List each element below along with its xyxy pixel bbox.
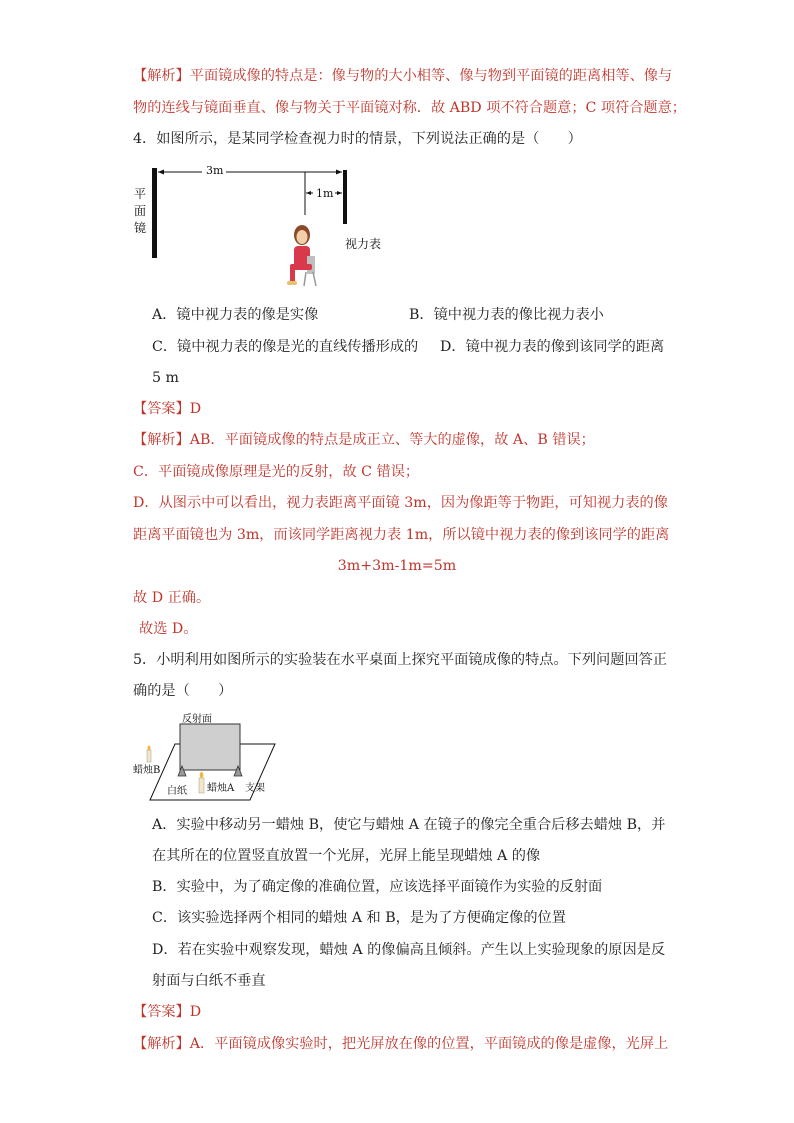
analysis-text: 平面镜成像的特点是：像与物的大小相等、像与物到平面镜的距离相等、像与 [189,68,673,84]
explanation-4-line-2: C．平面镜成像原理是光的反射，故 C 错误； [133,464,420,480]
explanation-4-line-5: 故 D 正确。 [133,590,211,606]
candle-b-label: 蜡烛B [133,765,161,776]
q5-option-d-2: 射面与白纸不垂直 [152,973,266,989]
candle-b [147,750,151,762]
explanation-4-line-1: 【解析】AB．平面镜成像的特点是成正立、等大的虚像，故 A、B 错误； [133,432,595,448]
figure-eye-test [130,160,400,295]
q5-option-d-1: D．若在实验中观察发现，蜡烛 A 的像偏高且倾斜。产生以上实验现象的原因是反 [152,942,666,958]
q5-option-b: B．实验中，为了确定像的准确位置，应该选择平面镜作为实验的反射面 [152,879,603,895]
chart-bar [343,170,347,224]
svg-text:面: 面 [134,204,147,218]
distance-1m-label: 1m [316,187,334,200]
figure-mirror-experiment [130,710,280,805]
analysis-line-1 [133,66,672,86]
explanation-4-line-4: 距离平面镜也为 3m，而该同学距离视力表 1m，所以镜中视力表的像到该同学的距离 [133,527,670,543]
q4-option-d-cont: 5 m [152,370,179,386]
question-4-stem: 4．如图所示，是某同学检查视力时的情景，下列说法正确的是（ ） [133,131,582,147]
q4-option-b: B．镜中视力表的像比视力表小 [409,307,604,323]
mirror-label: 平 [134,187,147,201]
answer-4: 【答案】D [133,401,202,417]
analysis-tag: 【解析】 [133,68,190,84]
explanation-5-line-1: 【解析】A．平面镜成像实验时，把光屏放在像的位置，平面镜成的像是虚像，光屏上 [133,1036,669,1052]
explanation-4-equation: 3m+3m-1m=5m [337,558,457,574]
q5-option-a-2: 在其所在的位置竖直放置一个光屏，光屏上能呈现蜡烛 A 的像 [152,848,541,864]
candle-a [199,778,204,793]
analysis-line-2: 物的连线与镜面垂直、像与物关于平面镜对称．故 ABD 项不符合题意；C 项符合题意； [133,100,686,116]
mirror-bar [152,168,157,258]
answer-5: 【答案】D [133,1004,202,1020]
svg-text:镜: 镜 [134,221,147,235]
q4-option-d: D．镜中视力表的像到该同学的距离 [440,339,665,355]
reflective-plate [180,724,240,770]
explanation-4-line-6: 故选 D。 [139,621,198,637]
q5-option-c: C．该实验选择两个相同的蜡烛 A 和 B，是为了方便确定像的位置 [152,910,566,926]
reflect-label: 反射面 [182,714,212,725]
q4-option-c: C．镜中视力表的像是光的直线传播形成的 [152,339,419,355]
explanation-4-line-3: D．从图示中可以看出，视力表距离平面镜 3m，因为像距等于物距，可知视力表的像 [133,495,668,511]
stand-label: 支架 [245,783,265,794]
question-5-stem-1: 5．小明利用如图所示的实验装在水平桌面上探究平面镜成像的特点。下列问题回答正 [133,652,667,668]
question-5-stem-2: 确的是（ ） [133,683,233,699]
candle-a-label: 蜡烛A [207,783,235,794]
q5-option-a-1: A．实验中移动另一蜡烛 B，使它与蜡烛 A 在镜子的像完全重合后移去蜡烛 B，并 [152,817,666,833]
eye-chart-label: 视力表 [345,237,382,251]
student-figure [287,225,316,286]
paper-label: 白纸 [167,786,187,797]
q4-option-a: A．镜中视力表的像是实像 [152,307,319,323]
distance-3m-label: 3m [206,164,224,177]
